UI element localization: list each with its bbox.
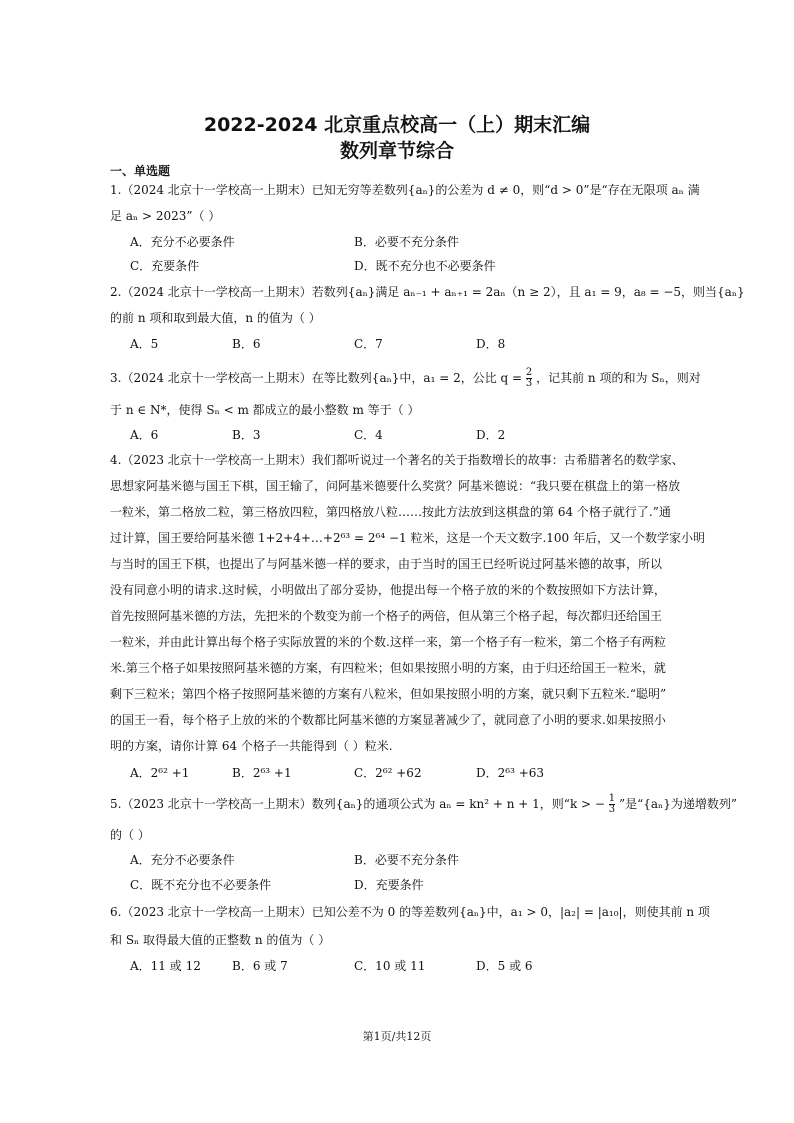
- q4-option-a: A．2⁶² +1: [130, 766, 190, 780]
- q5-option-a: A．充分不必要条件: [130, 853, 235, 867]
- q5-fraction: [609, 794, 615, 815]
- document-subtitle: 数列章节综合: [339, 140, 454, 162]
- q2-option-a: A．5: [130, 337, 159, 351]
- page-footer: 第1页/共12页: [362, 1030, 432, 1043]
- q3-option-c: C．4: [354, 428, 383, 442]
- q4-line: 与当时的国王下棋，也提出了与阿基米德一样的要求，由于当时的国王已经听说过阿基米德的故事，所以: [110, 557, 663, 571]
- q5-option-c: C．既不充分也不必要条件: [130, 878, 272, 892]
- q1-option-d: D．既不充分也不必要条件: [354, 259, 496, 273]
- q4-line: 一粒米，并由此计算出每个格子实际放置的米的个数.这样一来，第一个格子有一粒米，第二个格子有两粒: [110, 635, 666, 649]
- q1-stem-line2: 足 aₙ > 2023”（ ）: [110, 209, 221, 223]
- q3-option-b: B．3: [232, 428, 261, 442]
- q5-stem-line2: 的（ ）: [110, 828, 150, 842]
- q5-fraction-denominator: 3: [608, 804, 616, 815]
- section-heading: 一、单选题: [110, 164, 171, 178]
- q5-fraction-numerator: 1: [608, 793, 616, 804]
- q3-stem-part2: ，记其前 n 项的和为 Sₙ，则对: [536, 371, 701, 385]
- q3-stem-part1: 3.（2024 北京十一学校高一上期末）在等比数列{aₙ}中，a₁ = 2，公比 q =: [110, 371, 523, 385]
- q5-option-d: D．充要条件: [354, 878, 424, 892]
- q3-option-d: D．2: [476, 428, 506, 442]
- q6-option-c: C．10 或 11: [354, 959, 426, 973]
- q4-line: 首先按照阿基米德的方法，先把米的个数变为前一个格子的两倍，但从第三个格子起，每次都归还给国王: [110, 609, 663, 623]
- q6-option-a: A．11 或 12: [130, 959, 201, 973]
- q4-line: 明的方案，请你计算 64 个格子一共能得到（ ）粒米.: [110, 739, 393, 753]
- q2-option-d: D．8: [476, 337, 506, 351]
- q1-option-c: C．充要条件: [130, 259, 200, 273]
- q5-stem-line1: [110, 794, 737, 815]
- q2-option-b: B．6: [232, 337, 261, 351]
- q4-line: 4.（2023 北京十一学校高一上期末）我们都听说过一个著名的关于指数增长的故事：古希腊著名的数学家、: [110, 453, 684, 467]
- q3-fraction-numerator: 2: [525, 367, 533, 378]
- q4-line: 过计算，国王要给阿基米德 1+2+4+…+2⁶³ = 2⁶⁴ −1 粒米，这是一个天文数字.100 年后，又一个数学家小明: [110, 531, 705, 545]
- q3-stem-line1: [110, 368, 701, 389]
- q4-line: 米.第三个格子如果按照阿基米德的方案，有四粒米；但如果按照小明的方案，由于归还给国王一粒米，就: [110, 661, 666, 675]
- q4-line: 剩下三粒米；第四个格子按照阿基米德的方案有八粒米，但如果按照小明的方案，就只剩下五粒米.“聪明”: [110, 687, 667, 701]
- q1-option-b: B．必要不充分条件: [354, 235, 459, 249]
- q3-fraction: [526, 368, 532, 389]
- q6-stem-line2: 和 Sₙ 取得最大值的正整数 n 的值为（ ）: [110, 933, 331, 947]
- q3-stem-line2: 于 n ∈ N*，使得 Sₙ < m 都成立的最小整数 m 等于（ ）: [110, 403, 420, 417]
- q2-stem-line2: 的前 n 项和取到最大值，n 的值为（ ）: [110, 311, 321, 325]
- q4-option-c: C．2⁶² +62: [354, 766, 422, 780]
- q3-option-a: A．6: [130, 428, 159, 442]
- q5-stem-part1: 5.（2023 北京十一学校高一上期末）数列{aₙ}的通项公式为 aₙ = kn² + n + 1，则“k > −: [110, 797, 605, 811]
- q4-line: 的国王一看，每个格子上放的米的个数都比阿基米德的方案显著减少了，就同意了小明的要求.如果按照小: [110, 713, 666, 727]
- q5-stem-part2: ”是“{aₙ}为递增数列”: [618, 797, 738, 811]
- q4-option-b: B．2⁶³ +1: [232, 766, 292, 780]
- q6-stem-line1: 6.（2023 北京十一学校高一上期末）已知公差不为 0 的等差数列{aₙ}中，a₁ > 0，|a₂| = |a₁₀|，则使其前 n 项: [110, 905, 710, 919]
- q3-fraction-denominator: 3: [525, 378, 533, 389]
- q6-option-b: B．6 或 7: [232, 959, 288, 973]
- q1-stem-line1: 1.（2024 北京十一学校高一上期末）已知无穷等差数列{aₙ}的公差为 d ≠ 0，则“d > 0”是“存在无限项 aₙ 满: [110, 183, 700, 197]
- q2-option-c: C．7: [354, 337, 383, 351]
- q4-line: 一粒米，第二格放二粒，第三格放四粒，第四格放八粒……按此方法放到这棋盘的第 64 个格子就行了.”通: [110, 505, 671, 519]
- document-title: 2022-2024 北京重点校高一（上）期末汇编: [203, 114, 591, 136]
- q6-option-d: D．5 或 6: [476, 959, 533, 973]
- q5-option-b: B．必要不充分条件: [354, 853, 459, 867]
- q4-option-d: D．2⁶³ +63: [476, 766, 545, 780]
- q4-line: 没有同意小明的请求.这时候，小明做出了部分妥协，他提出每一个格子放的米的个数按照如下方法计算，: [110, 583, 666, 597]
- q1-option-a: A．充分不必要条件: [130, 235, 235, 249]
- q2-stem-line1: 2.（2024 北京十一学校高一上期末）若数列{aₙ}满足 aₙ₋₁ + aₙ₊₁ = 2aₙ（n ≥ 2），且 a₁ = 9，a₈ = −5，则当{aₙ}: [110, 285, 745, 299]
- q4-line: 思想家阿基米德与国王下棋，国王输了，问阿基米德要什么奖赏？阿基米德说：“我只要在棋盘上的第一格放: [110, 479, 681, 493]
